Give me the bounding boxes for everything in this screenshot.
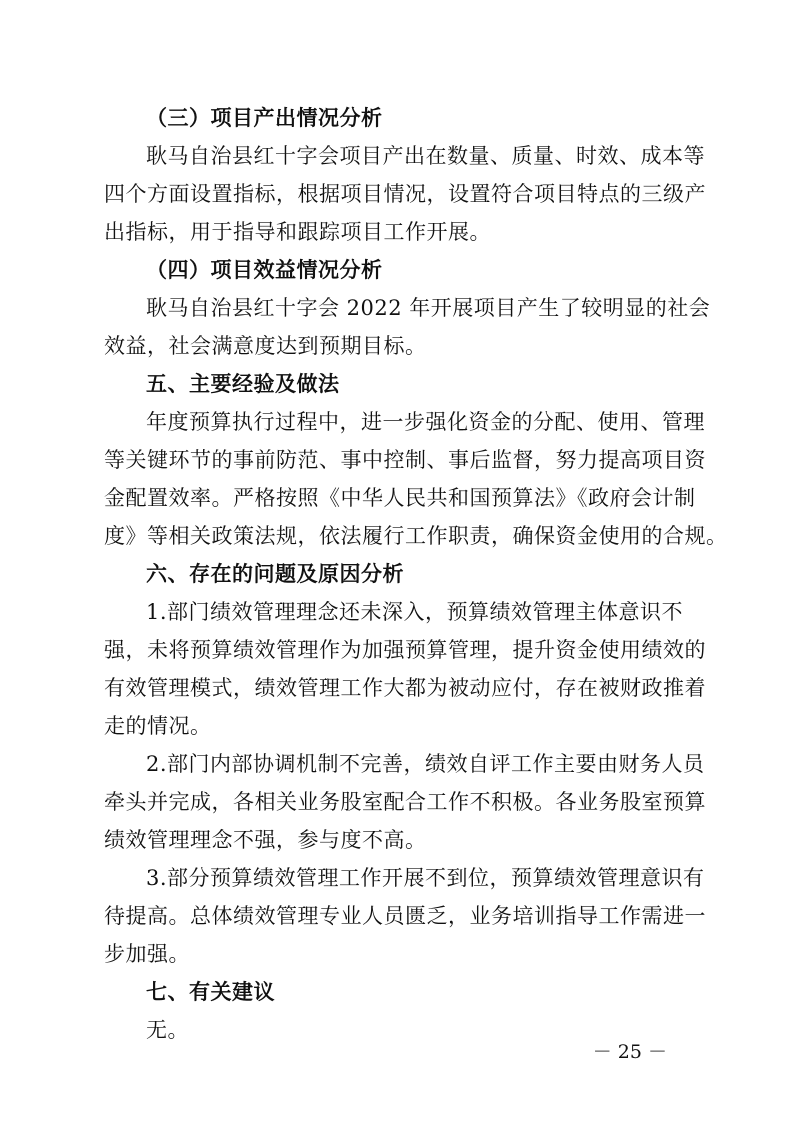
section-heading-6: 六、存在的问题及原因分析 bbox=[146, 561, 404, 586]
paragraph-line: 耿马自治县红十字会项目产出在数量、质量、时效、成本等 bbox=[146, 144, 705, 168]
section-heading-7: 七、有关建议 bbox=[146, 979, 275, 1004]
paragraph-line: 有效管理模式，绩效管理工作大都为被动应付，存在被财政推着 bbox=[104, 676, 706, 700]
paragraph-line: 步加强。 bbox=[104, 942, 190, 966]
paragraph-line: 耿马自治县红十字会 2022 年开展项目产生了较明显的社会 bbox=[146, 296, 711, 320]
paragraph-line: 牵头并完成，各相关业务股室配合工作不积极。各业务股室预算 bbox=[104, 790, 706, 814]
paragraph-line: 无。 bbox=[146, 1018, 189, 1042]
paragraph-line: 3.部分预算绩效管理工作开展不到位，预算绩效管理意识有 bbox=[146, 866, 705, 890]
paragraph-line: 效益，社会满意度达到预期目标。 bbox=[104, 334, 427, 358]
paragraph-line: 等关键环节的事前防范、事中控制、事后监督，努力提高项目资 bbox=[104, 448, 706, 472]
paragraph-line: 度》等相关政策法规，依法履行工作职责，确保资金使用的合规。 bbox=[104, 524, 728, 548]
paragraph-line: 1.部门绩效管理理念还未深入，预算绩效管理主体意识不 bbox=[146, 600, 684, 624]
section-heading-5: 五、主要经验及做法 bbox=[146, 371, 340, 396]
page-number: － 25 － bbox=[592, 1041, 667, 1063]
paragraph-line: 走的情况。 bbox=[104, 714, 212, 738]
paragraph-line: 金配置效率。严格按照《中华人民共和国预算法》《政府会计制 bbox=[104, 486, 696, 510]
paragraph-line: 绩效管理理念不强，参与度不高。 bbox=[104, 828, 427, 852]
section-heading-4: （四）项目效益情况分析 bbox=[146, 257, 383, 282]
section-heading-3: （三）项目产出情况分析 bbox=[146, 105, 383, 130]
paragraph-line: 四个方面设置指标，根据项目情况，设置符合项目特点的三级产 bbox=[104, 182, 706, 206]
paragraph-line: 2.部门内部协调机制不完善，绩效自评工作主要由财务人员 bbox=[146, 752, 705, 776]
paragraph-line: 待提高。总体绩效管理专业人员匮乏，业务培训指导工作需进一 bbox=[104, 904, 706, 928]
paragraph-line: 年度预算执行过程中，进一步强化资金的分配、使用、管理 bbox=[146, 410, 705, 434]
paragraph-line: 强，未将预算绩效管理作为加强预算管理，提升资金使用绩效的 bbox=[104, 638, 706, 662]
paragraph-line: 出指标，用于指导和跟踪项目工作开展。 bbox=[104, 220, 491, 244]
